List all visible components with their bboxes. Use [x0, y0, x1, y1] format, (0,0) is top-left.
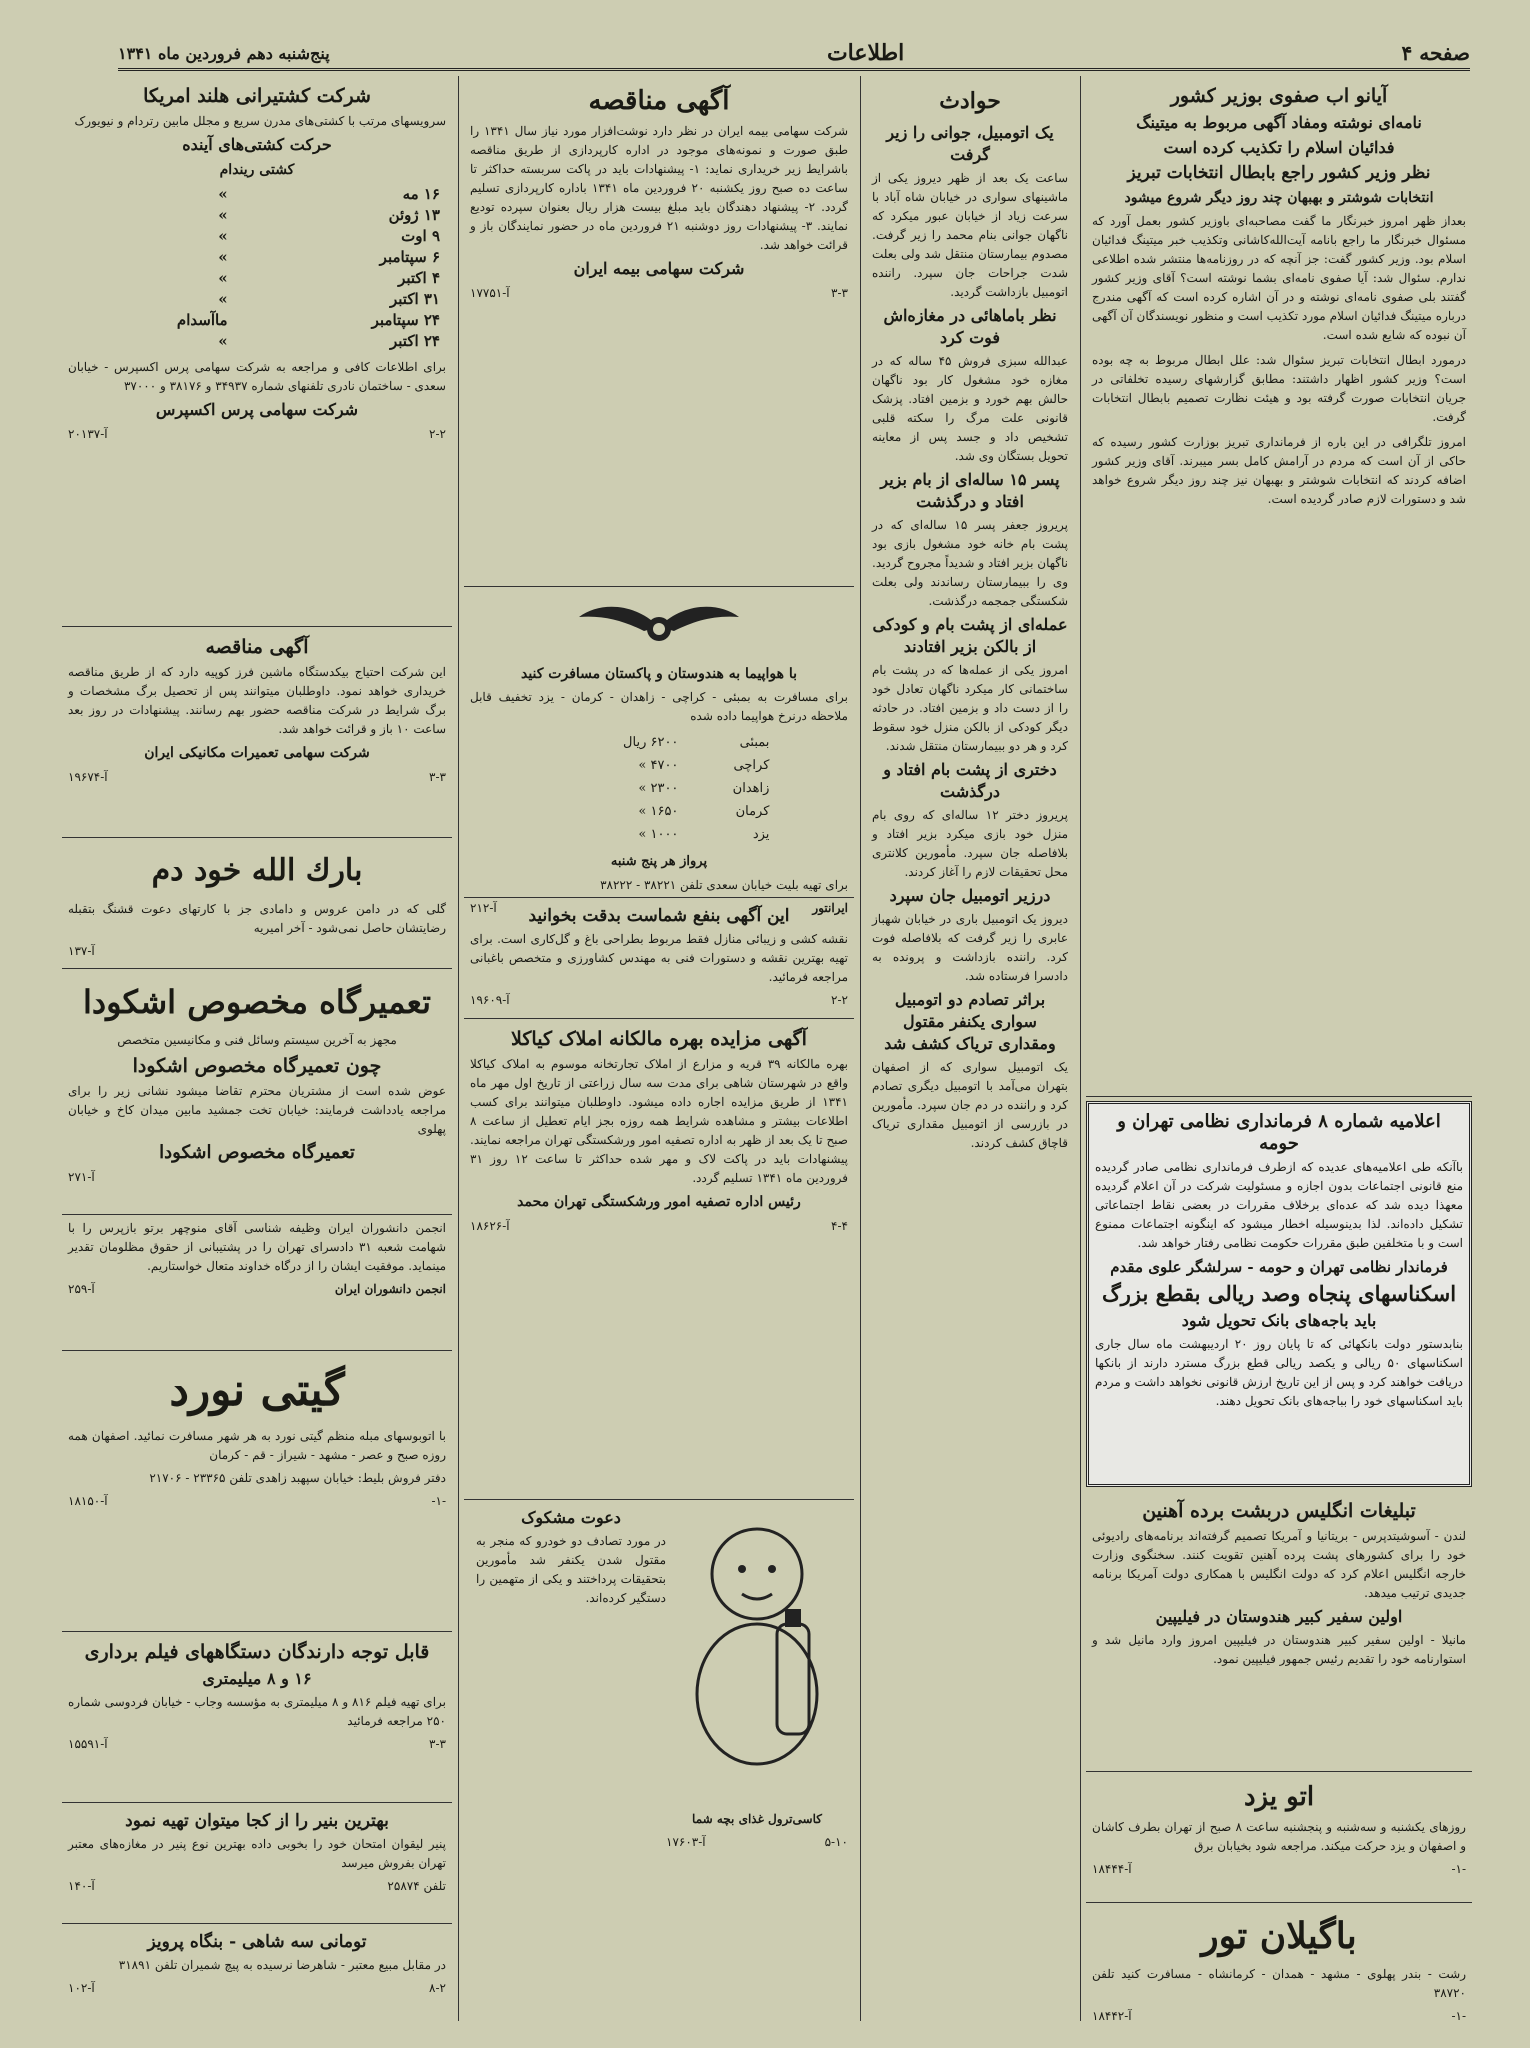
- notice-title: اعلامیه شماره ۸ فرمانداری نظامی تهران و حومه: [1117, 1111, 1441, 1154]
- ad-code: آ-۲۷۱: [68, 1170, 95, 1184]
- news-body: پریروز جعفر پسر ۱۵ ساله‌ای که در پشت بام خانه خود مشغول بازی بود ناگهان بزیر افتاد و شدیداً مجروح گردید. وی را ببیمارستان رساندند ولی بعلت شکستگی جمجمه درگذشت.: [872, 518, 1068, 608]
- kashani-article: [1086, 76, 1472, 1097]
- ad-cheese: [62, 1803, 452, 1924]
- ad-body: روزهای یکشنبه و سه‌شنبه و پنجشنبه ساعت ۸ صبح از تهران بطرف کاشان و اصفهان و یزد حرکت میکند. مراجعه شود بخیابان برق: [1092, 1820, 1466, 1853]
- ad-title: قابل توجه دارندگان دستگاههای فیلم برداری: [84, 1641, 430, 1663]
- ad-title: این آگهی بنفع شماست بدقت بخوانید: [528, 906, 790, 926]
- article-subtitle: نظر وزیر کشور راجع بابطال انتخابات تبریز: [1127, 163, 1431, 183]
- article-title: اولین سفیر کبیر هندوستان در فیلیپین: [1155, 1607, 1403, 1626]
- article-title: آیانو اب صفوی بوزیر کشور: [1170, 85, 1388, 107]
- column-rule: [458, 76, 459, 2021]
- paper-name: اطلاعات: [826, 40, 905, 66]
- ad-body: برای مسافرت به بمبئی - کراچی - زاهدان - کرمان - یزد تخفیف قابل ملاحظه درنرخ هواپیما داده شده: [470, 690, 848, 723]
- ad-title: باگیلان تور: [1201, 1915, 1357, 1957]
- invite-article: [470, 1504, 666, 1994]
- ad-code: آ-۱۰۲: [68, 1981, 95, 1995]
- ad-signature: ایرانتور: [812, 901, 848, 915]
- ad-body: با اتوبوسهای مبله منظم گیتی نورد به هر شهر مسافرت نمائید. اصفهان همه روزه صبح و عصر - مشهد - شیراز - قم - کرمان: [68, 1429, 446, 1462]
- ad-code: آ-۱۸۶۲۶: [470, 1219, 510, 1233]
- ad-title: آگهی مناقصه: [588, 86, 730, 116]
- ad-body: نقشه کشی و زیبائی منازل فقط مربوط بطراحی باغ و گل‌کاری است. برای تهیه بهترین نقشه و دستورات فنی به مهندس کشاورزی و متخصص باغبانی مراجعه فرمائید.: [470, 932, 848, 984]
- ad-code: آ-۱۹۶۰۹: [470, 993, 510, 1007]
- ad-auction: آگهی مزایده بهره مالکانه املاک کیاکلا بهره مالکانه ۳۹ قریه و مزارع از املاک تجارتخانه موسوم به املاک کیاکلا واقع در شهرستان شاهی برای مدت سه سال زراعتی از تاریخ اول مهر ماه ۱۳۴۱ از طریق مزایده اجاره داده میشود. داوطلبان میتوانند برای کسب اطلاعات بیشتر و مشاهده شرایط همه روزه بجز ایام تعطیل از ساعت ۸ صبح تا یک بعد از ظهر به اداره تصفیه امور ورشکستگی تهران مراجعه نمایند. پیشنهادات باید در پاکت لاک و مهر شده حداکثر تا ساعت ۱۲ روز ۳۱ فروردین ماه ۱۳۴۱ تسلیم گردد. رئیس اداره تصفیه امور ورشکستگی تهران محمد آ-۱۸۶۲۶ ۴-۴: [464, 1019, 854, 1500]
- ad-body: رشت - بندر پهلوی - مشهد - همدان - کرمانشاه - مسافرت کنید تلفن ۳۸۷۲۰: [1092, 1967, 1466, 2000]
- ad-code: آ-۲۱۲: [470, 901, 497, 915]
- ad-gardens: این آگهی بنفع شماست بدقت بخوانید نقشه کشی و زیبائی منازل فقط مربوط بطراحی باغ و گل‌کاری است. برای تهیه بهترین نقشه و دستورات فنی به مهندس کشاورزی و متخصص باغبانی مراجعه فرمائید. آ-۱۹۶۰۹ ۲-۲: [464, 898, 854, 1019]
- column-politics: [1086, 76, 1472, 2028]
- article-subtitle: انتخابات شوشتر و بهبهان چند روز دیگر شروع میشود: [1124, 190, 1434, 206]
- ad-code: آ-۱۷۷۵۱: [470, 286, 510, 300]
- article-body: درمورد ابطال انتخابات تبریز سئوال شد: علل ابطال مربوط به چه بوده است؟ وزیر کشور اظهار داشتند: مطابق گزارشهای رسیده تخلفاتی در جریان انتخابات صورت گرفته بود و هیئت نظارت تصمیم بابطال انتخابات گرفت.: [1092, 353, 1466, 424]
- ad-title: با هواپیما به هندوستان و پاکستان مسافرت کنید: [520, 666, 798, 682]
- section-title: حوادث: [939, 88, 1001, 114]
- fare-row: بمبئی ۶۲۰۰ ریال: [623, 735, 770, 750]
- ad-title: آگهی مناقصه: [205, 636, 309, 658]
- ad-body: مجهز به آخرین سیستم وسائل فنی و مکانیسین متخصص: [117, 1033, 397, 1047]
- ad-body: شرکت سهامی بیمه ایران در نظر دارد نوشت‌افزار مورد نیاز سال ۱۳۴۱ را طبق صورت و نمونه‌های موجود در اداره کارپردازی از طریق مناقصه باشرایط زیر خریداری نماید: ۱- پیشنهادات باید در پاکت سربسته حداکثر تا ساعت ده صبح روز یکشنبه ۲۰ فروردین ماه ۱۳۴۱ باداره کارپردازی تسلیم گردد. ۲- پیشنهاد دهندگان باید مبلغ بیست هزار ریال بعنوان سپرده تودیع نمایند. ۳- پیشنهادات روز دوشنبه ۲۱ فروردین ماه در حضور نمایندگان باز و قرائت خواهد شد.: [470, 124, 849, 252]
- ad-signature: انجمن دانشوران ایران: [334, 1282, 446, 1296]
- ad-tender-mechanical: آگهی مناقصه این شرکت احتیاج بیکدستگاه ماشین فرز کوپیه دارد که از طریق مناقصه خریداری خواهد نمود. داوطلبان میتوانند پس از تحصیل برگ مشخصات و برگ شرایط در شرکت مناقصه حضور بهم رسانند. پیشنهادات در روز بعد ساعت ۱۰ باز و قرائت خواهد شد. شرکت سهامی تعمیرات مکانیکی ایران آ-۱۹۶۷۴ ۳-۳: [62, 627, 452, 838]
- incidents-section: [866, 76, 1074, 2006]
- ad-body: این شرکت احتیاج بیکدستگاه ماشین فرز کوپیه دارد که از طریق مناقصه خریداری خواهد نمود. داوطلبان میتوانند پس از تحصیل برگ مشخصات و برگ شرایط در شرکت مناقصه حضور بهم رسانند. پیشنهادات در روز بعد ساعت ۱۰ باز و قرائت خواهد شد.: [68, 665, 446, 736]
- ad-caption: کاسی‌ترول غذای بچه شما: [692, 1812, 822, 1826]
- column-ads-left: [62, 76, 452, 2024]
- notice-body: باآنکه طی اعلامیه‌های عدیده که ازطرف فرمانداری نظامی صادر گردیده منع قانونی اجتماعات بدون اجازه و مسئولیت شرکت در آن اعلام گردیده معهذا دیده شد که عده‌ای برخلاف مقررات در بعضی نقاط اجتماعاتی تشکیل داده‌اند. لذا بدینوسیله اخطار میشود که اینگونه اجتماعات ممنوع است و با متخلفین طبق مقررات حکومت نظامی رفتار خواهد شد.: [1095, 1160, 1464, 1250]
- ad-contact: برای تهیه بلیت خیابان سعدی تلفن ۳۸۲۲۱ - ۳۸۲۲۲: [600, 878, 848, 892]
- ad-subtitle: چون تعمیرگاه مخصوص اشکودا: [132, 1055, 382, 1077]
- ad-code: آ-۱۴۰: [68, 1879, 95, 1893]
- schedule-row: ۹ اوت »: [218, 227, 440, 245]
- ad-title: گیتی نورد: [169, 1365, 345, 1416]
- schedule-row: ۱۳ ژوئن »: [218, 206, 440, 224]
- schedule-row: ۶ سپتامبر »: [218, 248, 440, 266]
- uk-propaganda-article: [1086, 1491, 1472, 1772]
- ad-code: آ-۱۸۴۴۴: [1092, 1862, 1132, 1876]
- martial-law-notice: [1086, 1101, 1472, 1487]
- ad-code: آ-۱۷۶۰۳: [666, 1835, 706, 1849]
- article-title: دعوت مشکوک: [521, 1508, 621, 1527]
- news-headline: براثر تصادم دو اتومبیل سواری یکنفر مقتول ومقداری تریاک کشف شد: [884, 990, 1056, 1053]
- ad-auto-yazd: اتو یزد روزهای یکشنبه و سه‌شنبه و پنجشنبه ساعت ۸ صبح از تهران بطرف کاشان و اصفهان و یزد حرکت میکند. مراجعه شود بخیابان برق آ-۱۸۴۴۴ -۱-: [1086, 1772, 1472, 1903]
- ad-title: تومانی سه شاهی - بنگاه پرویز: [147, 1932, 367, 1952]
- ad-body: پنیر لیقوان امتحان خود را بخوبی داده بهترین نوع پنیر در مغازه‌های معتبر تهران بفروش میرسد: [68, 1837, 446, 1870]
- column-incidents: [866, 76, 1074, 2006]
- fare-table: [546, 730, 773, 847]
- ad-contact: دفتر فروش بلیط: خیابان سپهبد زاهدی تلفن ۲۳۳۶۵ - ۲۱۷۰۶: [149, 1471, 446, 1485]
- ad-subtitle: ۱۶ و ۸ میلیمتری: [202, 1669, 312, 1688]
- ad-code: آ-۱۸۱۵۰: [68, 1494, 108, 1508]
- news-body: عبدالله سبزی فروش ۴۵ ساله که در مغازه خود مشغول کار بود ناگهان حالش بهم خورد و بزمین افتاد. پزشک قانونی علت مرگ را سکته قلبی تشخیص داد و جسد پس از معاینه تحویل بستگان وی شد.: [872, 354, 1068, 463]
- ad-signature: تعمیرگاه مخصوص اشکودا: [159, 1142, 355, 1163]
- ad-title: تعمیرگاه مخصوص اشکودا: [83, 983, 431, 1021]
- news-headline: دختری از پشت بام افتاد و درگذشت: [883, 760, 1057, 801]
- news-body: پریروز دختر ۱۲ ساله‌ای که روی بام منزل خود بازی میکرد بزیر افتاد و بلافاصله جان سپرد. مأمورین کلانتری محل تحقیقات لازم را آغاز کردند.: [872, 808, 1068, 879]
- ad-body: در مقابل مبیع معتبر - شاهرضا نرسیده به پیچ شمیران تلفن ۳۱۸۹۱: [118, 1958, 446, 1972]
- notice-signature: فرماندار نظامی تهران و حومه - سرلشگر علوی مقدم: [1110, 1258, 1448, 1276]
- ad-body: برای تهیه فیلم ۸۱۶ و ۸ میلیمتری به مؤسسه وجاب - خیابان فردوسی شماره ۲۵۰ مراجعه فرمائید: [68, 1695, 446, 1728]
- ad-students-assoc: [62, 1215, 452, 1351]
- column-rule: [860, 76, 861, 2021]
- ad-parviz-agency: تومانی سه شاهی - بنگاه پرویز در مقابل مبیع معتبر - شاهرضا نرسیده به پیچ شمیران تلفن ۳۱۸۹۱ آ-۱۰۲ ۸-۲: [62, 1924, 452, 2024]
- news-headline: نظر باماهائی در مغازه‌اش فوت کرد: [883, 306, 1057, 347]
- sailing-schedule: [68, 184, 446, 352]
- fare-row: کرمان ۱۶۵۰ »: [638, 804, 770, 819]
- airline-wings-logo: [470, 597, 848, 657]
- ad-code: آ-۲۰۱۳۷: [68, 427, 108, 441]
- ad-film-cameras: قابل توجه دارندگان دستگاههای فیلم برداری ۱۶ و ۸ میلیمتری برای تهیه فیلم ۸۱۶ و ۸ میلیمتری به مؤسسه وجاب - خیابان فردوسی شماره ۲۵۰ مراجعه فرمائید آ-۱۵۵۹۱ ۳-۳: [62, 1632, 452, 1803]
- ad-signature: شرکت سهامی پرس اکسپرس: [155, 400, 359, 419]
- ad-body: گلی که در دامن عروس و دامادی جز با کارتهای دعوت قشنگ بتقبله رضایتشان حاصل نمی‌شود - آخر امیریه: [68, 902, 446, 935]
- ad-babyfood: [464, 1500, 854, 2000]
- article-body: مانیلا - اولین سفیر کبیر هندوستان در فیلیپین امروز وارد مانیل شد و استوارنامه خود را تقدیم رئیس جمهور فیلیپین نمود.: [1092, 1633, 1466, 1666]
- ad-body: انجمن دانشوران ایران وظیفه شناسی آقای منوچهر برتو بازپرس را با شهامت شعبه ۳۱ دادسرای تهران را در پشتیبانی از حقوق مظلومان تقدیر مینماید. موفقیت ایشان را از درگاه خداوند متعال خواستاریم.: [68, 1221, 447, 1273]
- ad-body: عوض شده است از مشتریان محترم تقاضا میشود نشانی زیر را برای مراجعه یادداشت فرمایند: خیابان تخت جمشید مابین میدان کاخ و خیابان پهلوی: [68, 1084, 446, 1136]
- banknote-subtitle: باید باجه‌های بانک تحویل شود: [1181, 1311, 1377, 1330]
- news-headline: پسر ۱۵ ساله‌ای از بام بزیر افتاد و درگذشت: [880, 470, 1060, 511]
- schedule-row: ۴ اکتبر »: [218, 269, 440, 287]
- news-headline: عمله‌ای از پشت بام و کودکی از بالکن بزیر افتادند: [872, 615, 1068, 656]
- schedule-row: ۲۴ اکتبر »: [218, 332, 440, 350]
- ad-holland-america: شرکت کشتیرانی هلند امریکا سرویسهای مرتب با کشتی‌های مدرن سریع و مجلل مابین رتردام و نیویورک حرکت کشتی‌های آینده کشتی ریندام ۱۶ مه » ۱۳ ژوئن » ۹ اوت » ۶ سپتامبر » ۴ اکتبر » ۳۱ اکتبر » ۲۴ سپتامبر ماآسدام ۲۴ اکتبر » برای اطلاعات کافی و مراجعه به شرکت سهامی پرس اکسپرس - خیابان سعدی - ساختمان نادری تلفنهای شماره ۳۴۹۳۷ و ۳۸۱۷۶ و ۳۷۰۰۰ شرکت سهامی پرس اکسپرس آ-۲۰۱۳۷ ۲-۲: [62, 76, 452, 627]
- article-title: تبلیغات انگلیس دربشت برده آهنین: [1142, 1500, 1416, 1522]
- ad-run: ۳-۳: [831, 286, 848, 300]
- baby-illustration: کاسی‌ترول غذای بچه شما آ-۱۷۶۰۳ ۵-۱۰: [666, 1504, 848, 1994]
- news-body: دیروز یک اتومبیل باری در خیابان شهباز عابری را زیر گرفت که بلافاصله فوت کرد. راننده بازداشت و پرونده به دادسرا فرستاده شد.: [872, 912, 1068, 983]
- ad-title: آگهی مزایده بهره مالکانه املاک کیاکلا: [511, 1028, 807, 1050]
- issue-date: پنج‌شنبه دهم فروردین ماه ۱۳۴۱: [118, 43, 330, 63]
- ad-subtitle: حرکت کشتی‌های آینده: [182, 135, 332, 154]
- fare-row: یزد ۱۰۰۰ »: [638, 827, 770, 842]
- column-ads-middle: [464, 76, 854, 2000]
- baby-bottle-icon: [672, 1504, 842, 1804]
- article-body: بعداز ظهر امروز خبرنگار ما گفت مصاحبه‌ای باوزیر کشور بعمل آورد که مسئوال خبرنگار ما راجع بانامه آیت‌الله‌کاشانی وتکذیب خبر میتینگ فدائیان اسلام بود. وزیر کشور گفت: جز آنچه که در روزنامه‌ها منتشر شده اطلاعی ندارم. سئوال شد: آیا صفوی نامه‌ای بشما نوشته است؟ آقای وزیر کشور گفتند بلی صفوی نامه‌ای نوشته و در آن اشاره کرده است که آگهی مندرج درباره میتینگ فدائیان اسلام مورد تکذیب است و منظور نویسندگان آن آگهی آن نبوده که شایع شده است.: [1092, 214, 1466, 342]
- ad-code: آ-۱۸۴۴۲: [1092, 2009, 1132, 2023]
- news-body: یک اتومبیل سواری که از اصفهان بتهران می‌آمد با اتومبیل دیگری تصادم کرد و راننده در دم جان سپرد. مأمورین در بازرسی از اتومبیل مقداری تریاک قاچاق کشف کردند.: [872, 1060, 1068, 1150]
- ship-name: کشتی ریندام: [219, 162, 295, 178]
- ad-body: بهره مالکانه ۳۹ قریه و مزارع از املاک تجارتخانه موسوم به املاک کیاکلا واقع در شهرستان شاهی برای مدت سه سال زراعتی از تاریخ اول مهر ماه ۱۳۴۱ از طریق مزایده اجاره داده میشود. داوطلبان میتوانند برای کسب اطلاعات بیشتر و مشاهده شرایط همه روزه بجز ایام تعطیل از ساعت ۸ صبح تا یک بعد از ظهر به اداره تصفیه امور ورشکستگی تهران مراجعه نمایند. پیشنهادات باید در پاکت لاک و مهر شده حداکثر تا ساعت ۱۲ روز ۳۱ فروردین ماه ۱۳۴۱ تسلیم گردد.: [470, 1057, 848, 1185]
- banknote-title: اسکناسهای پنجاه وصد ریالی بقطع بزرگ: [1101, 1281, 1457, 1306]
- article-subtitle: نامه‌ای نوشته ومفاد آگهی مربوط به میتینگ: [1136, 113, 1422, 132]
- ad-code: آ-۱۳۷: [68, 944, 95, 958]
- article-body: امروز تلگرافی در این باره از فرمانداری تبریز بوزارت کشور رسیده که حاکی از آن است که مردم در آرامش کامل بسر میبرند. آقای وزیر کشور اضافه کردند که انتخابات شوشتر و بهبهان نیز چند روز دیگر شروع خواهد شد و دستورات لازم صادر گردیده است.: [1092, 435, 1466, 506]
- news-headline: درزیر اتومبیل جان سپرد: [889, 886, 1051, 905]
- fare-row: کراچی ۴۷۰۰ »: [638, 758, 770, 773]
- ad-phone: تلفن ۲۵۸۷۴: [387, 1879, 446, 1893]
- schedule-row: ۳۱ اکتبر »: [218, 290, 440, 308]
- ad-note: پرواز هر پنج شنبه: [610, 854, 708, 869]
- news-headline: یک اتومبیل، جوانی را زیر گرفت: [886, 123, 1054, 164]
- ad-title: بهترین بنیر را از کجا میتوان تهیه نمود: [125, 1811, 389, 1831]
- ad-airline: [464, 587, 854, 915]
- ad-title: بارك الله خود دم: [151, 853, 363, 888]
- ad-body: برای اطلاعات کافی و مراجعه به شرکت سهامی پرس اکسپرس - خیابان سعدی - ساختمان نادری تلفنهای شماره ۳۴۹۳۷ و ۳۸۱۷۶ و ۳۷۰۰۰: [68, 360, 446, 393]
- article-subtitle: فدائیان اسلام را تکذیب کرده است: [1163, 138, 1395, 157]
- ad-code: آ-۲۵۹: [68, 1282, 95, 1296]
- ad-title: اتو یزد: [1243, 1782, 1315, 1812]
- ad-insurance-tender: [464, 76, 854, 587]
- ad-signature: شرکت سهامی بیمه ایران: [573, 259, 745, 278]
- banknote-body: بنابدستور دولت بانکهائی که تا پایان روز ۲۰ اردیبهشت ماه سال جاری اسکناسهای ۵۰ ریالی و یکصد ریالی قطع بزرگ مسترد دارند از بانکها دریافت خواهند کرد و پس از این تاریخ ارزش قانونی نخواهد داشت و مردم باید اسکناسهای خود را بباجه‌های بانک تحویل دهند.: [1095, 1337, 1463, 1408]
- ad-congrats: [62, 838, 452, 969]
- schedule-row: ۱۶ مه »: [218, 185, 440, 203]
- ad-code: آ-۱۹۶۷۴: [68, 770, 108, 784]
- article-body: در مورد تصادف دو خودرو که منجر به مقتول شدن یکنفر شد مأمورین بتحقیقات پرداختند و یکی از متهمین را دستگیر کرده‌اند.: [476, 1534, 666, 1605]
- ad-signature: رئیس اداره تصفیه امور ورشکستگی تهران محمد: [517, 1194, 801, 1210]
- article-body: لندن - آسوشیتدپرس - بریتانیا و آمریکا تصمیم گرفته‌اند برنامه‌های رادیوئی خود را برای کشورهای پشت پرده آهنین تقویت کنند. سخنگوی وزارت خارجه انگلیس اعلام کرد که دولت انگلیس با همکاری دولت آمریکا برنامه جدیدی ترتیب میدهد.: [1092, 1529, 1466, 1600]
- ad-title: شرکت کشتیرانی هلند امریکا: [143, 85, 371, 107]
- column-rule: [1080, 76, 1081, 2021]
- news-body: امروز یکی از عمله‌ها که در پشت بام ساختمانی کار میکرد ناگهان تعادل خود را از دست داد و بزمین افتاد. در حادثه دیگر کودکی از بالکن منزل خود سقوط کرد و هر دو ببیمارستان منتقل شدند.: [872, 663, 1068, 753]
- ad-signature: شرکت سهامی تعمیرات مکانیکی ایران: [144, 745, 370, 761]
- ad-code: آ-۱۵۵۹۱: [68, 1737, 108, 1751]
- news-body: ساعت یک بعد از ظهر دیروز یکی از ماشینهای سواری در خیابان شاه آباد با سرعت زیاد از خیابان عبور میکرد که ناگهان جوانی بنام محمد را زیر گرفت. مصدوم بیمارستان منتقل شد ولی بعلت شدت جراحات جان سپرد. راننده اتومبیل بازداشت گردید.: [872, 171, 1068, 299]
- page-number: صفحه ۴: [1401, 41, 1470, 65]
- ad-gilan-tour: باگیلان تور رشت - بندر پهلوی - مشهد - همدان - کرمانشاه - مسافرت کنید تلفن ۳۸۷۲۰ آ-۱۸۴۴۲ -۱-: [1086, 1903, 1472, 2028]
- ad-giti-nord: گیتی نورد با اتوبوسهای مبله منظم گیتی نورد به هر شهر مسافرت نمائید. اصفهان همه روزه صبح و عصر - مشهد - شیراز - قم - کرمان دفتر فروش بلیط: خیابان سپهبد زاهدی تلفن ۲۳۳۶۵ - ۲۱۷۰۶ آ-۱۸۱۵۰ -۱-: [62, 1351, 452, 1632]
- ad-skoda-repair: [62, 969, 452, 1215]
- schedule-row: ۲۴ سپتامبر ماآسدام: [176, 311, 440, 329]
- ad-body: سرویسهای مرتب با کشتی‌های مدرن سریع و مجلل مابین رتردام و نیویورک: [74, 114, 446, 128]
- fare-row: زاهدان ۲۳۰۰ »: [638, 781, 770, 796]
- masthead: [118, 38, 1470, 71]
